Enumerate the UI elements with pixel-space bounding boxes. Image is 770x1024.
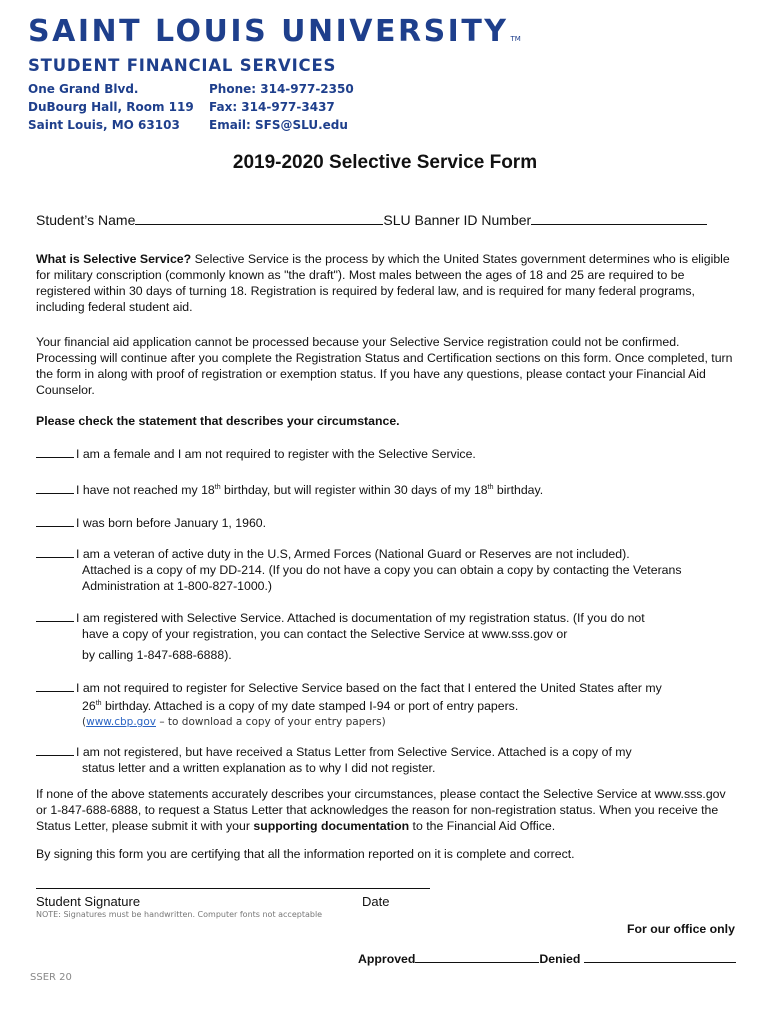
paren: ( bbox=[82, 716, 87, 729]
closing-bold-text: supporting documentation bbox=[253, 819, 410, 833]
department-name: STUDENT FINANCIAL SERVICES bbox=[28, 56, 337, 75]
contact-block bbox=[209, 80, 354, 134]
option-under-18-text-a: I have not reached my 18 bbox=[76, 483, 215, 498]
denied-field[interactable] bbox=[584, 950, 736, 963]
phone-text: Phone: 314-977-2350 bbox=[209, 82, 354, 96]
option-under-18-text-b: birthday, but will register within 30 days of my 18 bbox=[220, 483, 488, 498]
option-status-letter-line: I am not registered, but have received a Status Letter from Selective Service. Attached is a copy of my bbox=[76, 745, 632, 759]
option-status-letter-checkbox[interactable] bbox=[36, 743, 74, 756]
date-label: Date bbox=[362, 894, 390, 909]
student-name-label: Student’s Name bbox=[36, 212, 136, 228]
cbp-link-note: – to download a copy of your entry papers) bbox=[156, 716, 386, 729]
superscript: th bbox=[487, 484, 494, 491]
option-born-before-1960-checkbox[interactable] bbox=[36, 514, 74, 527]
trademark: TM bbox=[510, 35, 521, 43]
banner-id-field[interactable] bbox=[531, 212, 707, 225]
student-info-row bbox=[36, 212, 707, 228]
option-born-before-1960 bbox=[36, 514, 266, 531]
address-block bbox=[28, 80, 194, 134]
option-registered-line: have a copy of your registration, you can contact the Selective Service at www.sss.gov or bbox=[82, 627, 568, 641]
form-title: 2019-2020 Selective Service Form bbox=[232, 152, 538, 173]
option-under-18 bbox=[36, 480, 543, 498]
option-under-18-checkbox[interactable] bbox=[36, 481, 74, 494]
option-entered-after-26-checkbox[interactable] bbox=[36, 679, 74, 692]
certify-statement: By signing this form you are certifying that all the information reported on it is complete and correct. bbox=[36, 847, 575, 861]
option-registered-checkbox[interactable] bbox=[36, 609, 74, 622]
superscript: th bbox=[95, 700, 102, 707]
closing-text: If none of the above statements accurately describes your circumstances, please contact the Selective Service at www.sss.gov or 1-847-688-6888, to request a Status Letter that acknowledges the reason for non-registration status. When you receive the Status Letter, please submit it with your bbox=[36, 787, 726, 833]
fax-text: Fax: 314-977-3437 bbox=[209, 100, 335, 114]
office-use-heading: For our office only bbox=[627, 922, 735, 936]
email-text: Email: SFS@SLU.edu bbox=[209, 118, 348, 132]
option-registered-line: I am registered with Selective Service. Attached is documentation of my registration status. (If you do not bbox=[76, 611, 645, 625]
closing-text: to the Financial Aid Office. bbox=[409, 819, 556, 833]
approved-field[interactable] bbox=[415, 950, 539, 963]
cbp-link[interactable]: www.cbp.gov bbox=[86, 716, 156, 729]
option-entered-line: birthday. Attached is a copy of my date stamped I-94 or port of entry papers. bbox=[101, 699, 519, 714]
option-status-letter bbox=[36, 743, 632, 776]
option-veteran bbox=[36, 545, 682, 594]
student-name-field[interactable] bbox=[135, 212, 383, 225]
option-veteran-line: Administration at 1-800-827-1000.) bbox=[82, 579, 273, 593]
address-line: Saint Louis, MO 63103 bbox=[28, 118, 180, 132]
option-veteran-line: I am a veteran of active duty in the U.S, Armed Forces (National Guard or Reserves are not included). bbox=[76, 547, 630, 561]
intro-paragraph bbox=[36, 251, 736, 315]
option-entered-line: 26 bbox=[82, 699, 96, 714]
option-registered-line: by calling 1-847-688-6888). bbox=[82, 648, 232, 662]
approved-label: Approved bbox=[358, 952, 416, 966]
option-veteran-line: Attached is a copy of my DD-214. (If you do not have a copy you can obtain a copy by contacting the Veterans bbox=[82, 563, 682, 577]
option-entered-line: I am not required to register for Selective Service based on the fact that I entered the United States after my bbox=[76, 681, 662, 695]
banner-id-label: SLU Banner ID Number bbox=[383, 212, 532, 228]
address-line: DuBourg Hall, Room 119 bbox=[28, 100, 194, 114]
approval-row bbox=[358, 950, 736, 967]
denied-label: Denied bbox=[539, 952, 581, 966]
processing-paragraph: Your financial aid application cannot be processed because your Selective Service registration could not be confirmed. Processing will continue after you complete the Registration Status and Certification sections on this form. Once completed, turn the form in along with proof of registration or exemption status. If you have any questions, please contact your Financial Aid Counselor. bbox=[36, 335, 733, 397]
superscript: th bbox=[214, 484, 221, 491]
option-registered bbox=[36, 609, 645, 663]
option-entered-after-26 bbox=[36, 679, 662, 730]
option-status-letter-line: status letter and a written explanation as to why I did not register. bbox=[82, 761, 436, 775]
student-signature-label: Student Signature bbox=[36, 894, 141, 909]
signature-note: NOTE: Signatures must be handwritten. Computer fonts not acceptable bbox=[36, 910, 323, 919]
options-heading: Please check the statement that describes your circumstance. bbox=[36, 414, 400, 428]
intro-question: What is Selective Service? bbox=[36, 252, 192, 266]
option-female-text: I am a female and I am not required to register with the Selective Service. bbox=[76, 447, 476, 461]
university-name: SAINT LOUIS UNIVERSITY bbox=[28, 14, 509, 49]
address-line: One Grand Blvd. bbox=[28, 82, 139, 96]
intro-answer: Selective Service is the process by which the United States government determines who is eligible for military conscription (commonly known as "the draft"). Most males between the ages of 18 and 25 are required to be registered within 30 days of turning 18. Registration is required by federal law, and is required for many federal programs, including federal student aid. bbox=[36, 252, 730, 314]
option-veteran-checkbox[interactable] bbox=[36, 545, 74, 558]
signature-line[interactable] bbox=[36, 888, 430, 889]
option-born-before-1960-text: I was born before January 1, 1960. bbox=[76, 516, 267, 530]
form-code: SSER 20 bbox=[30, 972, 72, 983]
option-under-18-text-c: birthday. bbox=[493, 483, 544, 498]
option-female bbox=[36, 445, 476, 462]
university-logo bbox=[28, 14, 521, 49]
closing-paragraph bbox=[36, 786, 736, 834]
option-female-checkbox[interactable] bbox=[36, 445, 74, 458]
